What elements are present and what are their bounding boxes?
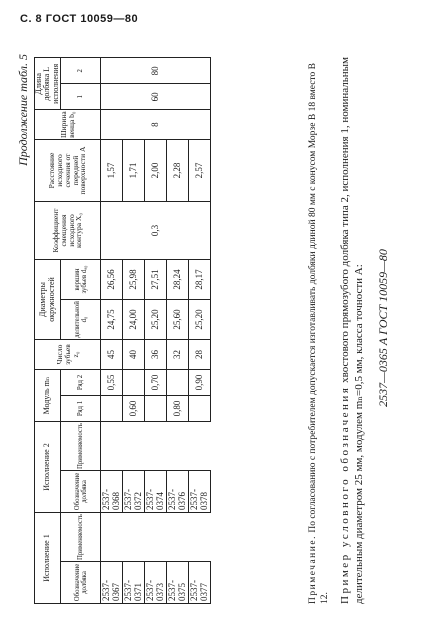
table-row xyxy=(123,58,145,604)
module-row2-cell: 0,55 xyxy=(101,370,123,396)
table-row xyxy=(101,58,123,604)
module-row1-cell: 0,80 xyxy=(167,396,189,422)
header-module: Модуль mₙ xyxy=(35,370,61,422)
module-row1-cell: 0,60 xyxy=(123,396,145,422)
pitch-diameter-cell: 25,20 xyxy=(145,300,167,340)
header-distance: Расстояние исходного сечения от передней поверхности A xyxy=(35,140,101,202)
header-execution-2: Исполнение 2 xyxy=(35,422,61,513)
pitch-diameter-cell: 24,00 xyxy=(123,300,145,340)
table-row xyxy=(145,58,167,604)
tip-diameter-cell: 25,98 xyxy=(123,260,145,300)
header-applicability-2: Применяемость xyxy=(61,422,101,471)
module-row1-cell xyxy=(145,396,167,422)
header-pitch-diameter: делительной d₀ xyxy=(61,300,101,340)
teeth-cell: 28 xyxy=(189,340,211,370)
distance-cell: 1,71 xyxy=(123,140,145,202)
designation-1-cell: 2537-0375 xyxy=(167,562,189,604)
designation-2-cell: 2537-0378 xyxy=(189,471,211,513)
rotated-page-content xyxy=(8,48,398,608)
header-width: Ширина венца b₀ xyxy=(35,110,101,140)
module-row2-cell xyxy=(167,370,189,396)
teeth-cell: 36 xyxy=(145,340,167,370)
module-row2-cell: 0,70 xyxy=(145,370,167,396)
designation-example xyxy=(338,54,367,604)
distance-cell: 2,00 xyxy=(145,140,167,202)
shift-coefficient-cell: 0,3 xyxy=(101,202,211,260)
designation-2-cell: 2537-0368 xyxy=(101,471,123,513)
header-row-1: Ряд 1 xyxy=(61,396,101,422)
note-title: Примечание. xyxy=(308,535,318,604)
tip-diameter-cell: 28,17 xyxy=(189,260,211,300)
length-1-cell: 60 xyxy=(101,84,211,110)
note-text: По согласованию с потребителем допускается изготавливать долбяки длиной 80 мм с конусом Морзе В 18 вместо В 12. xyxy=(308,63,330,604)
example-text: хвостового прямозубого долбяка типа 2, исполнения 1, номинальным делительным диаметром 25 мм, модулем mₙ=0,5 мм, класса точности А: xyxy=(339,57,366,604)
distance-cell: 2,57 xyxy=(189,140,211,202)
pitch-diameter-cell: 24,75 xyxy=(101,300,123,340)
table-note xyxy=(308,54,332,604)
tip-diameter-cell: 27,51 xyxy=(145,260,167,300)
header-diameters: Диаметры окружностей xyxy=(35,260,61,340)
table-continuation-label: Продолжение табл. 5 xyxy=(16,54,30,166)
designation-1-cell: 2537-0377 xyxy=(189,562,211,604)
designation-1-cell: 2537-0373 xyxy=(145,562,167,604)
table-row xyxy=(189,58,211,604)
designation-2-cell: 2537-0372 xyxy=(123,471,145,513)
parameters-table xyxy=(34,57,211,604)
header-tip-diameter: вершин зубьев dₐ₀ xyxy=(61,260,101,300)
header-length: Длина долбяка L исполнения xyxy=(35,58,61,110)
tip-diameter-cell: 28,24 xyxy=(167,260,189,300)
designation-1-cell: 2537-0371 xyxy=(123,562,145,604)
distance-cell: 2,28 xyxy=(167,140,189,202)
header-length-1: 1 xyxy=(61,84,101,110)
module-row1-cell xyxy=(189,396,211,422)
pitch-diameter-cell: 25,20 xyxy=(189,300,211,340)
module-row2-cell: 0,90 xyxy=(189,370,211,396)
header-length-2: 2 xyxy=(61,58,101,84)
teeth-cell: 45 xyxy=(101,340,123,370)
header-applicability-1: Применяемость xyxy=(61,513,101,562)
designation-2-cell: 2537-0376 xyxy=(167,471,189,513)
module-row1-cell xyxy=(101,396,123,422)
teeth-cell: 32 xyxy=(167,340,189,370)
table-row xyxy=(167,58,189,604)
header-designation-2: Обозначение долбяка xyxy=(61,471,101,513)
page-header: С. 8 ГОСТ 10059—80 xyxy=(20,13,139,25)
teeth-cell: 40 xyxy=(123,340,145,370)
example-designation: 2537—0365 А ГОСТ 10059—80 xyxy=(376,249,390,407)
tip-diameter-cell: 26,56 xyxy=(101,260,123,300)
width-cell: 8 xyxy=(101,110,211,140)
header-designation-1: Обозначение долбяка xyxy=(61,562,101,604)
header-row-2: Ряд 2 xyxy=(61,370,101,396)
example-title: Пример условного обозначения xyxy=(339,385,351,604)
pitch-diameter-cell: 25,60 xyxy=(167,300,189,340)
header-shift-coefficient: Коэффициент смещения исходного контура X₀ xyxy=(35,202,101,260)
designation-1-cell: 2537-0367 xyxy=(101,562,123,604)
header-execution-1: Исполнение 1 xyxy=(35,513,61,604)
header-teeth: Число зубьев z₀ xyxy=(35,340,101,370)
designation-2-cell: 2537-0374 xyxy=(145,471,167,513)
length-2-cell: 80 xyxy=(101,58,211,84)
module-row2-cell xyxy=(123,370,145,396)
distance-cell: 1,57 xyxy=(101,140,123,202)
